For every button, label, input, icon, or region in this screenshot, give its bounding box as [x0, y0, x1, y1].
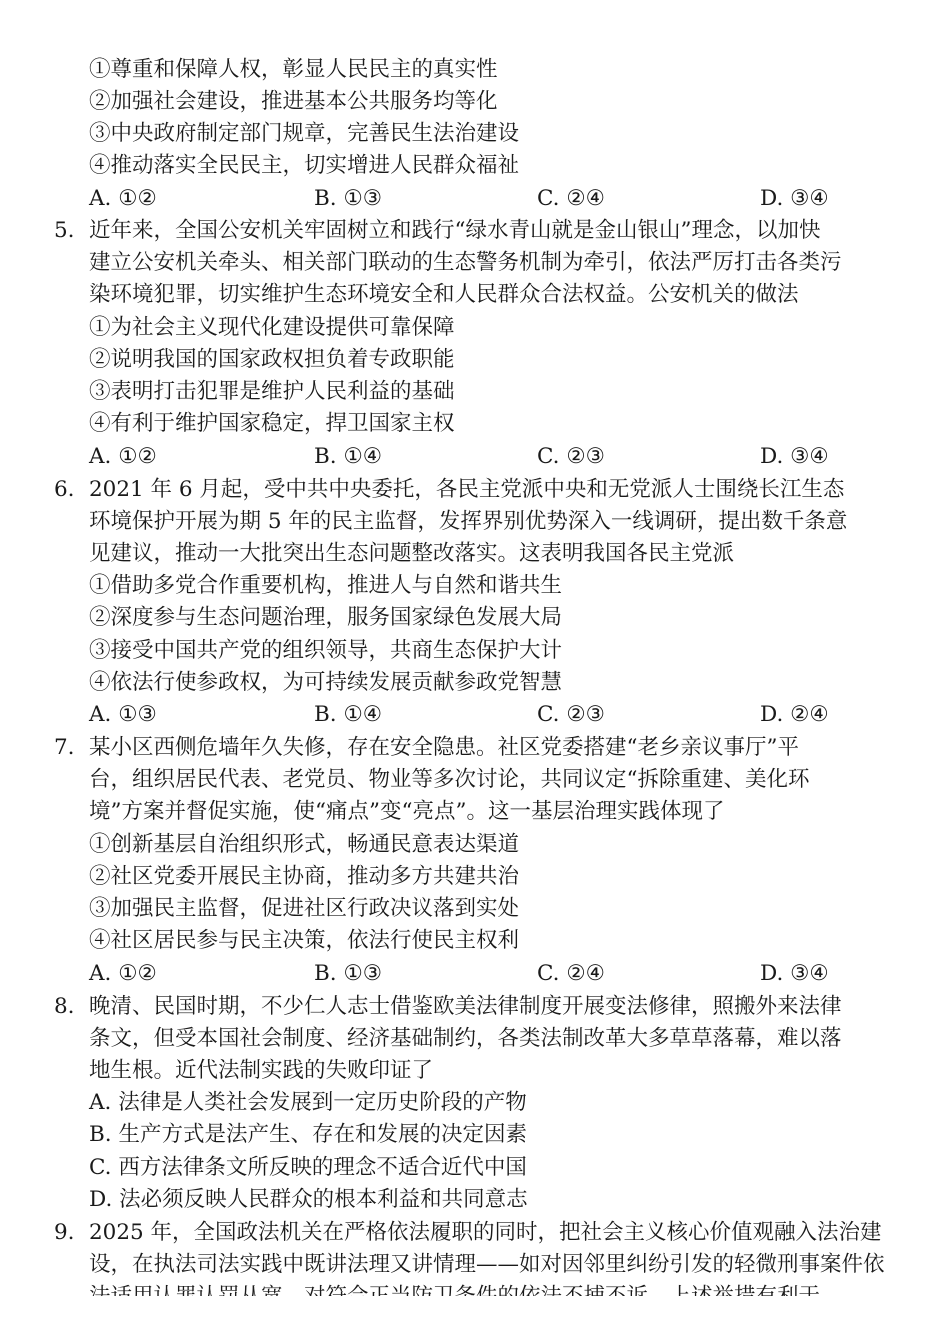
answer-options [0, 701, 950, 729]
question-stem: 台，组织居民代表、老党员、物业等多次讨论，共同议定“拆除重建、美化环 [89, 767, 810, 792]
option-c: C. ②④ [537, 961, 605, 986]
answer-options [0, 960, 950, 988]
question-number: 5. [54, 218, 75, 243]
statement-item: ③接受中国共产党的组织领导，共商生态保护大计 [89, 638, 563, 663]
question-number: 8. [54, 994, 75, 1019]
question-stem: 某小区西侧危墙年久失修，存在安全隐患。社区党委搭建“老乡亲议事厅”平 [89, 735, 799, 760]
page-crop-edge [0, 1296, 950, 1344]
statement-item: ③表明打击犯罪是维护人民利益的基础 [89, 379, 455, 404]
option-c: C. ②④ [537, 186, 605, 211]
answer-options [0, 185, 950, 213]
statement-item: ①借助多党合作重要机构，推进人与自然和谐共生 [89, 573, 563, 598]
option-b: B. ①④ [314, 444, 383, 469]
statement-item: ③加强民主监督，促进社区行政决议落到实处 [89, 896, 520, 921]
option-a: A. ①③ [89, 702, 157, 727]
question-stem: 环境保护开展为期 5 年的民主监督，发挥界别优势深入一线调研，提出数千条意 [89, 509, 848, 534]
statement-item: ④依法行使参政权，为可持续发展贡献参政党智慧 [89, 670, 563, 695]
option-d: D. ③④ [760, 186, 829, 211]
option-a: A. ①② [89, 186, 157, 211]
question-stem: 近年来，全国公安机关牢固树立和践行“绿水青山就是金山银山”理念，以加快 [89, 218, 821, 243]
question-stem: 条文，但受本国社会制度、经济基础制约，各类法制改革大多草草落幕，难以落 [89, 1026, 842, 1051]
option-d: D. ③④ [760, 961, 829, 986]
option-b: B. ①③ [314, 186, 383, 211]
statement-item: ②说明我国的国家政权担负着专政职能 [89, 347, 455, 372]
question-stem: 地生根。近代法制实践的失败印证了 [89, 1058, 434, 1083]
option-b: B. ①④ [314, 702, 383, 727]
question-stem: 见建议，推动一大批突出生态问题整改落实。这表明我国各民主党派 [89, 541, 735, 566]
option-d: D. ②④ [760, 702, 829, 727]
statement-item: ④推动落实全民民主，切实增进人民群众福祉 [89, 153, 520, 178]
statement-item: ①创新基层自治组织形式，畅通民意表达渠道 [89, 832, 520, 857]
question-number: 7. [54, 735, 75, 760]
statement-item: ①尊重和保障人权，彰显人民民主的真实性 [89, 57, 498, 82]
option-c: C. ②③ [537, 702, 605, 727]
question-number: 9. [54, 1220, 75, 1245]
option-a: A. ①② [89, 444, 157, 469]
statement-item: ④社区居民参与民主决策，依法行使民主权利 [89, 928, 520, 953]
question-stem: 2021 年 6 月起，受中共中央委托，各民主党派中央和无党派人士围绕长江生态 [89, 477, 845, 502]
choice-c: C. 西方法律条文所反映的理念不适合近代中国 [89, 1155, 527, 1180]
question-stem: 染环境犯罪，切实维护生态环境安全和人民群众合法权益。公安机关的做法 [89, 282, 799, 307]
question-stem: 晚清、民国时期，不少仁人志士借鉴欧美法律制度开展变法修律，照搬外来法律 [89, 994, 842, 1019]
option-c: C. ②③ [537, 444, 605, 469]
statement-item: ②社区党委开展民主协商，推动多方共建共治 [89, 864, 520, 889]
statement-item: ①为社会主义现代化建设提供可靠保障 [89, 315, 455, 340]
option-b: B. ①③ [314, 961, 383, 986]
question-stem: 境”方案并督促实施，使“痛点”变“亮点”。这一基层治理实践体现了 [89, 799, 725, 824]
option-a: A. ①② [89, 961, 157, 986]
option-d: D. ③④ [760, 444, 829, 469]
question-stem: 2025 年，全国政法机关在严格依法履职的同时，把社会主义核心价值观融入法治建 [89, 1220, 882, 1245]
choice-d: D. 法必须反映人民群众的根本利益和共同意志 [89, 1187, 528, 1212]
choice-a: A. 法律是人类社会发展到一定历史阶段的产物 [89, 1090, 527, 1115]
statement-item: ②深度参与生态问题治理，服务国家绿色发展大局 [89, 605, 563, 630]
statement-item: ③中央政府制定部门规章，完善民生法治建设 [89, 121, 520, 146]
question-stem: 设，在执法司法实践中既讲法理又讲情理——如对因邻里纠纷引发的轻微刑事案件依 [89, 1252, 885, 1277]
choice-b: B. 生产方式是法产生、存在和发展的决定因素 [89, 1122, 527, 1147]
question-number: 6. [54, 477, 75, 502]
answer-options [0, 443, 950, 471]
question-stem: 建立公安机关牵头、相关部门联动的生态警务机制为牵引，依法严厉打击各类污 [89, 250, 842, 275]
statement-item: ②加强社会建设，推进基本公共服务均等化 [89, 89, 498, 114]
statement-item: ④有利于维护国家稳定，捍卫国家主权 [89, 411, 455, 436]
